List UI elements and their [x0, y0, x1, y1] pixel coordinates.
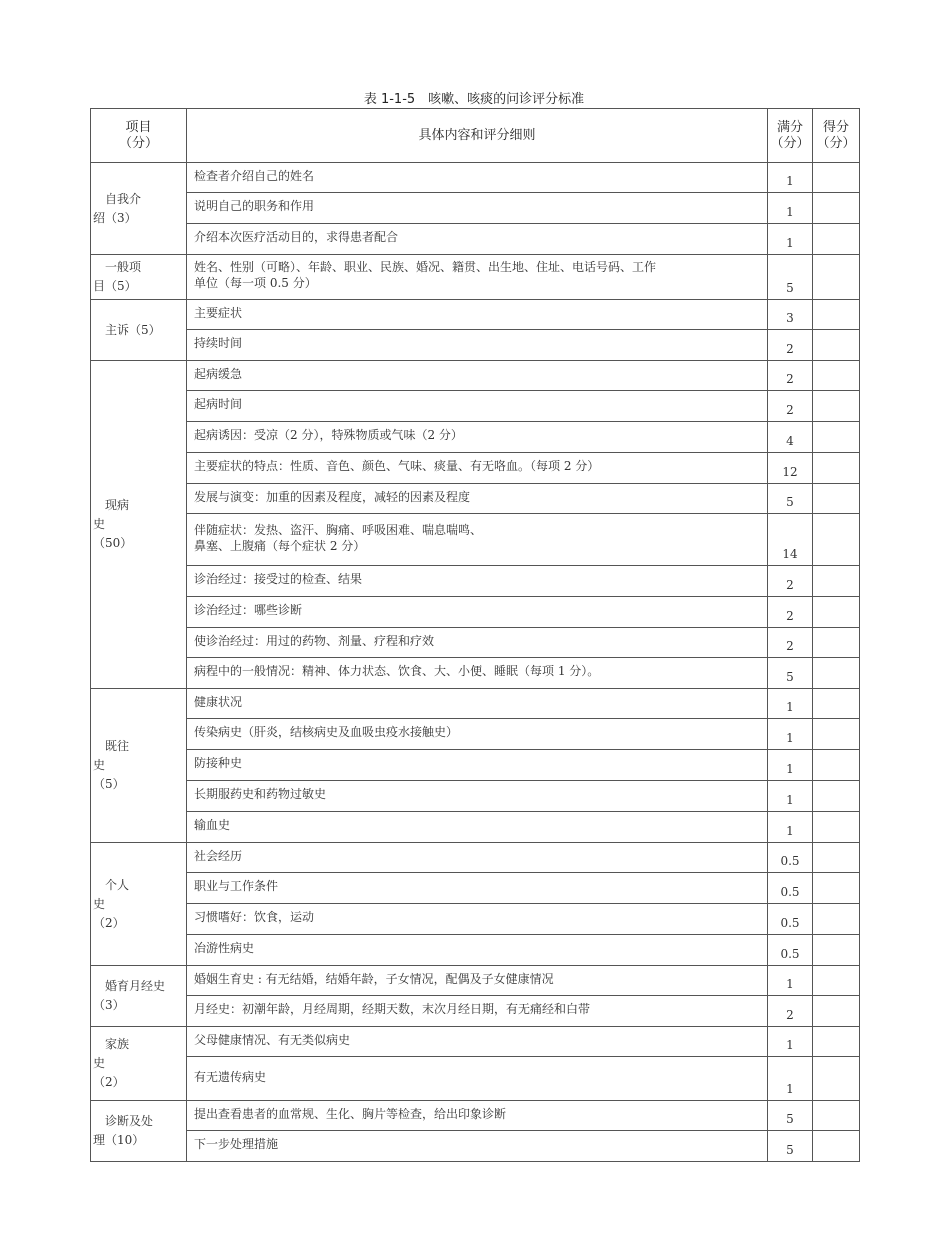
header-full-score: 满分 （分） — [768, 109, 813, 163]
category-label: 一般项 目（5） — [93, 260, 142, 293]
category-cell — [91, 966, 187, 1027]
table-row — [91, 843, 860, 873]
category-cell — [91, 361, 187, 689]
got-score-cell[interactable] — [813, 514, 860, 566]
got-score-cell[interactable] — [813, 224, 860, 255]
got-score-cell[interactable] — [813, 566, 860, 597]
table-row — [91, 996, 860, 1027]
content-cell — [187, 873, 768, 904]
got-score-cell[interactable] — [813, 1057, 860, 1101]
table-row — [91, 422, 860, 453]
table-row — [91, 330, 860, 361]
content-cell — [187, 453, 768, 484]
content-cell — [187, 422, 768, 453]
content-text: 起病时间 — [194, 397, 243, 411]
category-label: 现病 史 （50） — [93, 498, 133, 550]
table-row — [91, 812, 860, 843]
content-text: 使诊治经过：用过的药物、剂量、疗程和疗效 — [194, 633, 435, 648]
full-score-cell: 2 — [768, 566, 813, 597]
table-row — [91, 193, 860, 224]
got-score-cell[interactable] — [813, 453, 860, 484]
table-row — [91, 1131, 860, 1162]
got-score-cell[interactable] — [813, 966, 860, 996]
category-cell — [91, 163, 187, 255]
content-cell — [187, 966, 768, 996]
table-row — [91, 566, 860, 597]
got-score-cell[interactable] — [813, 163, 860, 193]
got-score-cell[interactable] — [813, 255, 860, 300]
category-label: 个人 史 （2） — [93, 877, 130, 930]
full-score-cell: 14 — [768, 514, 813, 566]
content-text: 主要症状 — [194, 305, 243, 320]
table-row — [91, 658, 860, 689]
content-text: 职业与工作条件 — [194, 879, 279, 893]
got-score-cell[interactable] — [813, 873, 860, 904]
got-score-cell[interactable] — [813, 422, 860, 453]
content-text: 发展与演变：加重的因素及程度，减轻的因素及程度 — [194, 489, 471, 504]
got-score-cell[interactable] — [813, 361, 860, 391]
content-text: 说明自己的职务和作用 — [194, 199, 315, 213]
content-text: 健康状况 — [194, 694, 243, 709]
content-cell — [187, 597, 768, 628]
content-cell — [187, 255, 768, 300]
content-text: 起病诱因：受凉（2 分），特殊物质或气味（2 分） — [194, 428, 463, 442]
full-score-cell: 1 — [768, 719, 813, 750]
table-row — [91, 361, 860, 391]
content-cell — [187, 781, 768, 812]
content-cell — [187, 163, 768, 193]
table-row — [91, 904, 860, 935]
category-cell — [91, 300, 187, 361]
full-score-cell: 5 — [768, 1101, 813, 1131]
category-label: 既往 史 （5） — [93, 739, 130, 791]
content-cell — [187, 719, 768, 750]
content-text: 检查者介绍自己的姓名 — [194, 168, 315, 183]
got-score-cell[interactable] — [813, 1101, 860, 1131]
content-cell — [187, 300, 768, 330]
content-cell — [187, 1027, 768, 1057]
category-label: 自我介 绍（3） — [93, 191, 142, 225]
content-text: 起病缓急 — [194, 366, 243, 381]
content-text: 长期服药史和药物过敏史 — [194, 787, 327, 801]
header-item: 项目 （分） — [91, 109, 187, 163]
full-score-cell: 1 — [768, 224, 813, 255]
full-score-cell: 5 — [768, 1131, 813, 1162]
full-score-cell: 0.5 — [768, 904, 813, 935]
content-cell — [187, 843, 768, 873]
table-row — [91, 224, 860, 255]
table-row — [91, 514, 860, 566]
got-score-cell[interactable] — [813, 750, 860, 781]
full-score-cell: 2 — [768, 628, 813, 658]
full-score-cell: 5 — [768, 658, 813, 689]
content-text: 伴随症状：发热、盗汗、胸痛、呼吸困难、喘息喘鸣、 鼻塞、上腹痛（每个症状 2 分） — [194, 522, 483, 553]
got-score-cell[interactable] — [813, 781, 860, 812]
table-row — [91, 628, 860, 658]
got-score-cell[interactable] — [813, 1027, 860, 1057]
full-score-cell: 3 — [768, 300, 813, 330]
header-content: 具体内容和评分细则 — [187, 109, 768, 163]
content-text: 诊治经过：哪些诊断 — [194, 603, 303, 617]
full-score-cell: 1 — [768, 193, 813, 224]
full-score-cell: 0.5 — [768, 843, 813, 873]
content-cell — [187, 1101, 768, 1131]
content-text: 父母健康情况、有无类似病史 — [194, 1032, 351, 1047]
content-text: 婚姻生育史 : 有无结婚，结婚年龄，子女情况，配偶及子女健康情况 — [194, 971, 554, 986]
got-score-cell[interactable] — [813, 812, 860, 843]
got-score-cell[interactable] — [813, 658, 860, 689]
content-cell — [187, 904, 768, 935]
category-cell — [91, 255, 187, 300]
table-row — [91, 597, 860, 628]
full-score-cell: 1 — [768, 812, 813, 843]
got-score-cell[interactable] — [813, 843, 860, 873]
content-text: 提出查看患者的血常规、生化、胸片等检查，给出印象诊断 — [194, 1106, 507, 1121]
category-label: 主诉（5） — [93, 322, 161, 337]
content-cell — [187, 996, 768, 1027]
full-score-cell: 1 — [768, 781, 813, 812]
table-row — [91, 391, 860, 422]
scoring-table — [90, 108, 860, 1162]
got-score-cell[interactable] — [813, 300, 860, 330]
table-caption: 表 1-1-5 咳嗽、咳痰的问诊评分标准 — [363, 92, 585, 107]
content-text: 输血史 — [194, 818, 231, 832]
table-row — [91, 300, 860, 330]
content-cell — [187, 689, 768, 719]
full-score-cell: 1 — [768, 750, 813, 781]
table-row — [91, 484, 860, 514]
category-label: 家族 史 （2） — [93, 1037, 130, 1089]
content-text: 诊治经过：接受过的检查、结果 — [194, 572, 363, 586]
got-score-cell[interactable] — [813, 597, 860, 628]
full-score-cell: 2 — [768, 330, 813, 361]
content-text: 传染病史（肝炎，结核病史及血吸虫疫水接触史） — [194, 725, 459, 739]
table-row — [91, 1027, 860, 1057]
content-text: 病程中的一般情况：精神、体力状态、饮食、大、小便、睡眠（每项 1 分）。 — [194, 664, 600, 678]
table-row — [91, 453, 860, 484]
content-text: 社会经历 — [194, 848, 243, 863]
content-cell — [187, 361, 768, 391]
content-text: 持续时间 — [194, 336, 243, 350]
content-cell — [187, 566, 768, 597]
content-cell — [187, 1057, 768, 1101]
content-cell — [187, 750, 768, 781]
table-row — [91, 255, 860, 300]
table-row — [91, 163, 860, 193]
full-score-cell: 2 — [768, 391, 813, 422]
full-score-cell: 4 — [768, 422, 813, 453]
full-score-cell: 1 — [768, 163, 813, 193]
content-text: 主要症状的特点：性质、音色、颜色、气味、痰量、有无咯血。（每项 2 分） — [194, 459, 600, 473]
content-text: 介绍本次医疗活动目的，求得患者配合 — [194, 230, 399, 244]
full-score-cell: 2 — [768, 996, 813, 1027]
category-label: 婚育月经史 （3） — [93, 979, 166, 1012]
category-cell — [91, 1101, 187, 1162]
table-row — [91, 689, 860, 719]
table-row — [91, 719, 860, 750]
full-score-cell: 0.5 — [768, 935, 813, 966]
content-cell — [187, 812, 768, 843]
full-score-cell: 1 — [768, 689, 813, 719]
full-score-cell: 2 — [768, 361, 813, 391]
full-score-cell: 1 — [768, 966, 813, 996]
full-score-cell: 5 — [768, 255, 813, 300]
full-score-cell: 1 — [768, 1027, 813, 1057]
content-cell — [187, 193, 768, 224]
content-text: 月经史：初潮年龄，月经周期，经期天数，末次月经日期，有无痛经和白带 — [194, 1002, 591, 1016]
content-cell — [187, 330, 768, 361]
table-row — [91, 873, 860, 904]
content-cell — [187, 514, 768, 566]
got-score-cell[interactable] — [813, 689, 860, 719]
full-score-cell: 12 — [768, 453, 813, 484]
content-text: 姓名、性别（可略）、年龄、职业、民族、婚况、籍贯、出生地、住址、电话号码、工作 单位（每一项 0.5 分） — [194, 260, 657, 290]
full-score-cell: 5 — [768, 484, 813, 514]
table-row — [91, 1057, 860, 1101]
got-score-cell[interactable] — [813, 935, 860, 966]
content-text: 防接种史 — [194, 756, 243, 770]
content-text: 习惯嗜好：饮食，运动 — [194, 910, 315, 924]
content-cell — [187, 1131, 768, 1162]
got-score-cell[interactable] — [813, 391, 860, 422]
got-score-cell[interactable] — [813, 484, 860, 514]
category-cell — [91, 689, 187, 843]
full-score-cell: 2 — [768, 597, 813, 628]
got-score-cell[interactable] — [813, 996, 860, 1027]
content-cell — [187, 935, 768, 966]
table-body — [91, 163, 860, 1162]
content-cell — [187, 391, 768, 422]
got-score-cell[interactable] — [813, 193, 860, 224]
content-cell — [187, 658, 768, 689]
got-score-cell[interactable] — [813, 719, 860, 750]
table-row — [91, 966, 860, 996]
content-cell — [187, 224, 768, 255]
full-score-cell: 0.5 — [768, 873, 813, 904]
content-text: 有无遗传病史 — [194, 1069, 267, 1084]
category-cell — [91, 1027, 187, 1101]
table-row — [91, 781, 860, 812]
full-score-cell: 1 — [768, 1057, 813, 1101]
category-cell — [91, 843, 187, 966]
content-text: 下一步处理措施 — [194, 1137, 279, 1151]
got-score-cell[interactable] — [813, 330, 860, 361]
content-cell — [187, 628, 768, 658]
content-text: 冶游性病史 — [194, 941, 255, 955]
table-row — [91, 935, 860, 966]
got-score-cell[interactable] — [813, 904, 860, 935]
category-label: 诊断及处 理（10） — [93, 1114, 154, 1147]
got-score-cell[interactable] — [813, 1131, 860, 1162]
header-got-score: 得分 （分） — [813, 109, 860, 163]
content-cell — [187, 484, 768, 514]
table-row — [91, 1101, 860, 1131]
table-row — [91, 750, 860, 781]
got-score-cell[interactable] — [813, 628, 860, 658]
